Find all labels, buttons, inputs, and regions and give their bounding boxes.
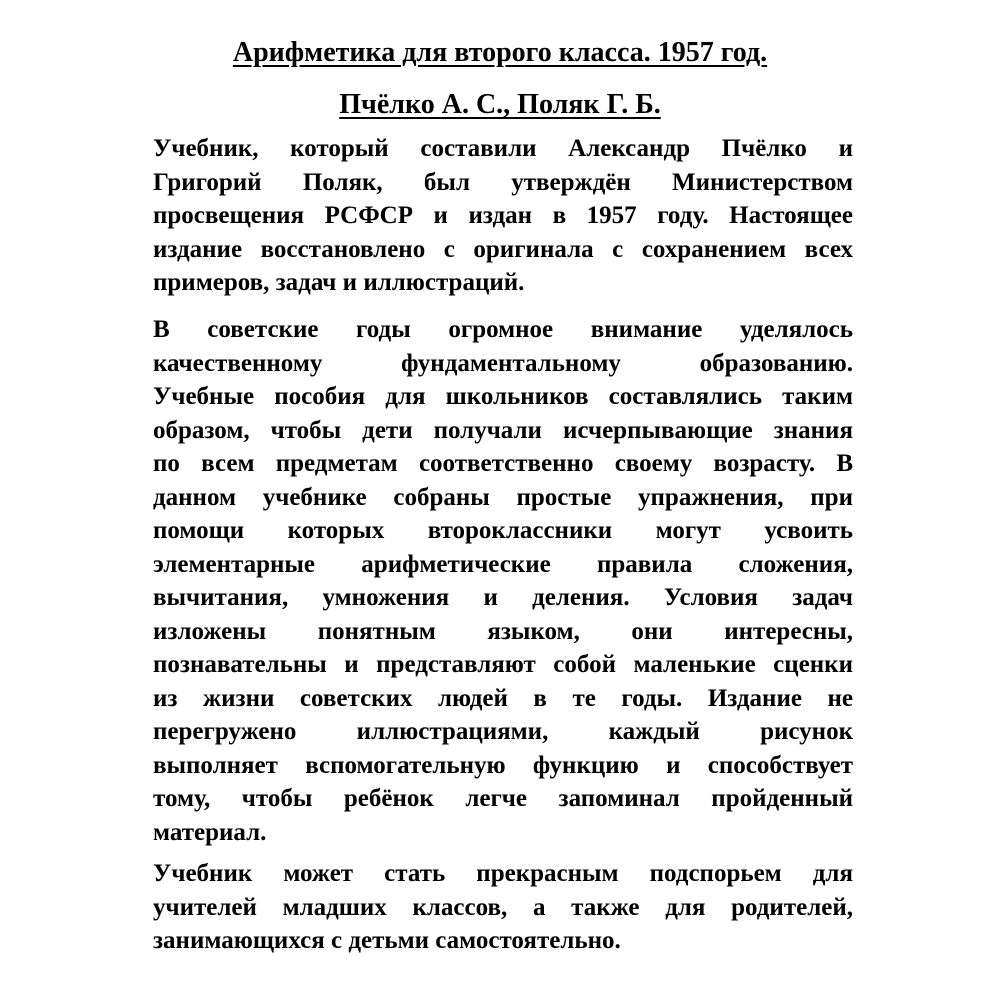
paragraph-line: занимающихся с детьми самостоятельно.: [153, 927, 621, 954]
paragraph-line: В советские годы огромное внимание уделялось: [153, 316, 853, 343]
paragraph-conclusion: [153, 857, 853, 958]
paragraph-line: из жизни советских людей в те годы. Издание не: [153, 684, 853, 712]
paragraph-line: по всем предметам соответственно своему возрасту. В: [153, 450, 853, 477]
page-title: Арифметика для второго класса. 1957 год.: [232, 37, 768, 68]
paragraph-line: просвещения РСФСР и издан в 1957 году. Настоящее: [153, 202, 853, 229]
paragraph-line: вычитания, умножения и деления. Условия задач: [153, 584, 853, 611]
paragraph-line: изложены понятным языком, они интересны,: [153, 617, 853, 645]
paragraph-line: Учебник, который составили Александр Пчёлко и: [153, 135, 853, 162]
paragraph-line: Григорий Поляк, был утверждён Министерством: [153, 168, 853, 196]
paragraph-line: помощи которых второклассники могут усвоить: [153, 517, 853, 544]
paragraph-line: качественному фундаментальному образованию.: [153, 349, 853, 377]
paragraph-line: тому, чтобы ребёнок легче запоминал пройденный: [153, 785, 853, 812]
paragraph-line: перегружено иллюстрациями, каждый рисунок: [153, 718, 853, 745]
paragraph-line: материал.: [153, 818, 267, 846]
paragraph-line: издание восстановлено с оригинала с сохранением всех: [153, 235, 853, 263]
paragraph-line: выполняет вспомогательную функцию и способствует: [153, 751, 853, 779]
paragraph-soviet-education: [153, 313, 853, 849]
paragraph-line: данном учебнике собраны простые упражнения, при: [153, 483, 853, 511]
paragraph-intro: [153, 132, 853, 300]
paragraph-line: учителей младших классов, а также для родителей,: [153, 893, 853, 921]
paragraph-line: Учебные пособия для школьников составлялись таким: [153, 383, 853, 410]
paragraph-line: примеров, задач и иллюстраций.: [153, 269, 525, 296]
authors-line: Пчёлко А. С., Поляк Г. Б.: [339, 89, 661, 120]
paragraph-line: элементарные арифметические правила сложения,: [153, 550, 853, 578]
paragraph-line: образом, чтобы дети получали исчерпывающие знания: [153, 416, 853, 444]
paragraph-line: познавательны и представляют собой маленькие сценки: [153, 651, 853, 678]
paragraph-line: Учебник может стать прекрасным подспорьем для: [153, 860, 853, 887]
